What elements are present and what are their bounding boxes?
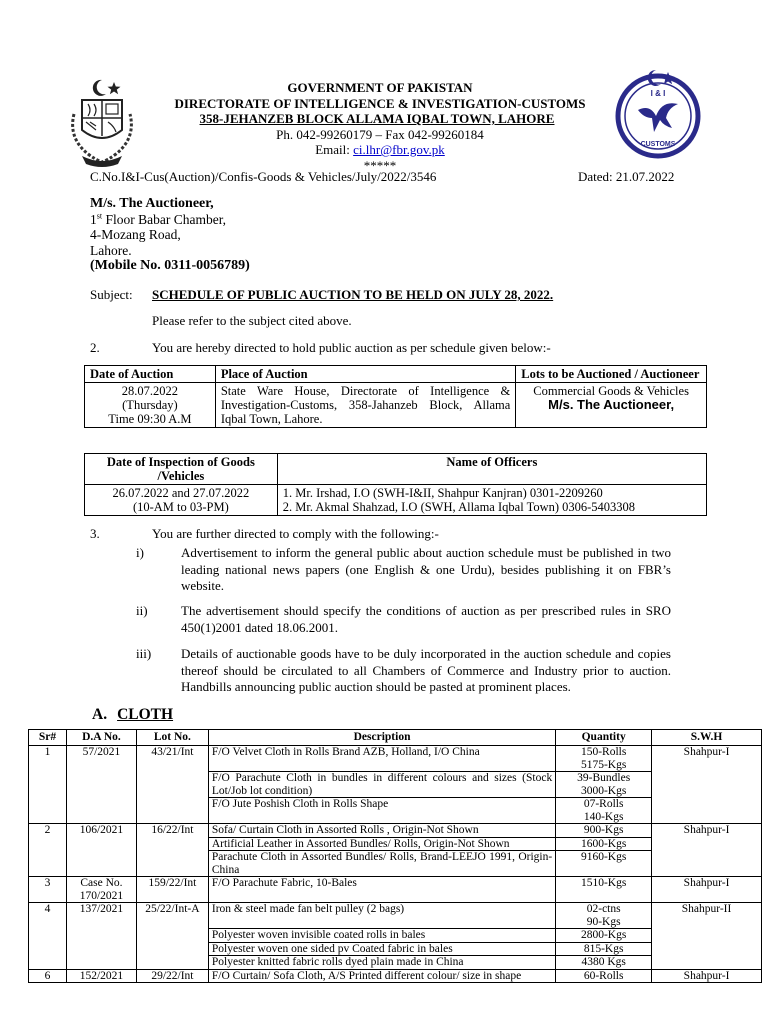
para2-text: You are hereby directed to hold public auction as per schedule given below:-	[152, 340, 551, 355]
auction-place: State Ware House, Directorate of Intelligence & Investigation-Customs, 358-Jahanzeb Block, Allama Iqbal Town, Lahore.	[215, 383, 515, 428]
lot-number: 29/22/Int	[136, 969, 208, 983]
seal-top-text: I & I	[650, 89, 666, 98]
officer-1: 1. Mr. Irshad, I.O (SWH-I&II, Shahpur Kanjran) 0301-2209260	[282, 486, 603, 500]
item-description: F/O Jute Poshish Cloth in Rolls Shape	[211, 798, 389, 810]
quantity-value: 4380 Kgs	[581, 956, 626, 968]
direction-number: ii)	[136, 603, 148, 618]
cloth-header-cell: Sr#	[29, 730, 67, 746]
lot-number: 159/22/Int	[136, 877, 208, 903]
auction-day: (Thursday)	[122, 398, 178, 412]
recipient-floor	[90, 212, 250, 228]
description-cell	[208, 877, 555, 903]
description-cell	[208, 903, 555, 970]
para3-number: 3.	[90, 526, 100, 541]
item-quantity	[556, 798, 651, 823]
item-quantity	[556, 929, 651, 943]
auction-lots: Commercial Goods & Vehicles	[533, 384, 689, 398]
item-description: Artificial Leather in Assorted Bundles/ Rolls, Origin-Not Shown	[209, 838, 555, 852]
inspection-dates: 26.07.2022 and 27.07.2022	[112, 486, 250, 500]
item-description: Polyester knitted fabric rolls dyed plain made in China	[211, 956, 464, 968]
quantity-value: 07-Rolls	[583, 798, 624, 810]
table-row	[29, 824, 762, 877]
section-a-heading	[92, 706, 173, 724]
description-cell	[208, 824, 555, 877]
item-quantity	[556, 943, 651, 957]
cloth-header-cell: D.A No.	[66, 730, 136, 746]
header-place-of-auction: Place of Auction	[215, 366, 515, 383]
quantity-value: 39-Bundles	[577, 772, 631, 784]
quantity-value: 02-ctns	[586, 903, 621, 915]
cloth-header-cell: S.W.H	[652, 730, 762, 746]
storage-warehouse: Shahpur-I	[652, 969, 762, 983]
quantity-value: 140-Kgs	[583, 810, 624, 823]
header-line-directorate: DIRECTORATE OF INTELLIGENCE & INVESTIGATION-CUSTOMS	[174, 95, 586, 111]
quantity-value: 5175-Kgs	[580, 758, 627, 771]
seal-bottom-text: CUSTOMS	[640, 141, 676, 148]
quantity-cell	[556, 969, 652, 983]
serial-number: 6	[29, 969, 67, 983]
storage-warehouse: Shahpur-I	[652, 824, 762, 877]
description-cell	[208, 969, 555, 983]
item-quantity	[556, 903, 651, 929]
header-lots-auctioned: Lots to be Auctioned / Auctioneer	[516, 366, 707, 383]
direction-number: iii)	[136, 646, 152, 661]
cloth-lots-table	[28, 729, 762, 983]
serial-number: 3	[29, 877, 67, 903]
storage-warehouse: Shahpur-I	[652, 746, 762, 824]
quantity-value: 1600-Kgs	[580, 837, 627, 850]
quantity-value: 815-Kgs	[583, 942, 624, 955]
auction-time: Time 09:30 A.M	[108, 412, 192, 426]
lot-number: 43/21/Int	[136, 746, 208, 824]
header-email-link[interactable]: ci.lhr@fbr.gov.pk	[353, 142, 445, 157]
quantity-value: 60-Rolls	[583, 969, 624, 982]
quantity-cell	[556, 824, 652, 877]
auction-date-cell	[85, 383, 216, 428]
para2-number: 2.	[90, 340, 100, 355]
auction-date: 28.07.2022	[121, 384, 179, 398]
item-description: Sofa/ Curtain Cloth in Assorted Rolls , Origin-Not Shown	[209, 824, 555, 838]
item-description: Iron & steel made fan belt pulley (2 bags)	[209, 903, 555, 929]
government-emblem-logo	[64, 74, 140, 170]
quantity-cell	[556, 877, 652, 903]
inspection-dates-cell	[85, 485, 278, 516]
da-number: 152/2021	[66, 969, 136, 983]
serial-number: 1	[29, 746, 67, 824]
item-quantity	[556, 956, 651, 969]
header-line-government: GOVERNMENT OF PAKISTAN	[287, 80, 473, 95]
item-description: F/O Parachute Cloth in bundles in different colours and sizes (Stock Lot/Job lot condition)	[209, 772, 555, 798]
cloth-table-header-row	[29, 730, 762, 746]
direction-text: Advertisement to inform the general public about auction schedule must be published in two leading national news papers (one English & one Urdu), besides publishing it on FBR’s website.	[181, 545, 671, 593]
recipient-city: Lahore.	[90, 242, 132, 258]
quantity-value: 2800-Kgs	[580, 929, 627, 941]
subject-label: Subject:	[90, 287, 133, 302]
item-description: F/O Velvet Cloth in Rolls Brand AZB, Holland, I/O China	[209, 746, 555, 772]
letterhead	[150, 80, 610, 173]
recipient-mobile: (Mobile No. 0311-0056789)	[90, 258, 250, 274]
inspection-hours: (10-AM to 03-PM)	[132, 500, 229, 514]
description-cell	[208, 746, 555, 824]
da-number: 137/2021	[66, 903, 136, 970]
quantity-value: 1510-Kgs	[580, 877, 627, 889]
quantity-value: 900-Kgs	[583, 824, 624, 836]
lot-number: 25/22/Int-A	[136, 903, 208, 970]
storage-warehouse: Shahpur-II	[652, 903, 762, 970]
quantity-cell	[556, 903, 652, 970]
header-name-of-officers: Name of Officers	[277, 454, 706, 485]
recipient-road: 4-Mozang Road,	[90, 227, 181, 243]
serial-number: 2	[29, 824, 67, 877]
item-quantity	[556, 838, 651, 852]
reference-number: C.No.I&I-Cus(Auction)/Confis-Goods & Vehicles/July/2022/3546	[90, 169, 437, 184]
header-line-address: 358-JEHANZEB BLOCK ALLAMA IQBAL TOWN, LAHORE	[199, 111, 555, 126]
table-row	[29, 746, 762, 824]
table-row	[29, 969, 762, 983]
recipient-address	[90, 196, 250, 274]
inspection-table	[84, 453, 707, 516]
letter-date: Dated: 21.07.2022	[578, 169, 675, 184]
subject-text: SCHEDULE OF PUBLIC AUCTION TO BE HELD ON JULY 28, 2022.	[152, 287, 554, 302]
section-a-number: A.	[92, 706, 108, 723]
da-number: 57/2021	[66, 746, 136, 824]
recipient-name: M/s. The Auctioneer,	[90, 196, 214, 211]
auction-lots-cell	[516, 383, 707, 428]
item-description: Parachute Cloth in Assorted Bundles/ Rolls, Brand-LEEJO 1991, Origin-China	[211, 851, 553, 876]
header-date-of-auction: Date of Auction	[85, 366, 216, 383]
auction-schedule-table	[84, 365, 707, 428]
header-phone: Ph. 042-99260179 – Fax 042-99260184	[276, 126, 484, 142]
officer-2: 2. Mr. Akmal Shahzad, I.O (SWH, Allama Iqbal Town) 0306-5403308	[282, 500, 636, 514]
quantity-value: 150-Rolls	[580, 746, 627, 758]
table-row	[29, 903, 762, 970]
item-quantity	[556, 772, 651, 798]
cloth-header-cell: Description	[208, 730, 555, 746]
cloth-header-cell: Lot No.	[136, 730, 208, 746]
item-description: Polyester woven one sided pv Coated fabric in bales	[209, 943, 555, 957]
section-a-title: CLOTH	[117, 706, 174, 723]
item-description: Polyester woven invisible coated rolls in bales	[209, 929, 555, 943]
item-quantity	[556, 851, 651, 876]
quantity-value: 9160-Kgs	[580, 851, 627, 863]
header-email-line	[150, 142, 610, 158]
refer-text: Please refer to the subject cited above.	[152, 313, 352, 328]
header-date-of-inspection: Date of Inspection of Goods /Vehicles	[85, 454, 278, 485]
header-stars: *****	[363, 157, 397, 173]
para3-text: You are further directed to comply with the following:-	[152, 526, 439, 541]
item-quantity	[556, 824, 651, 838]
item-quantity	[556, 877, 651, 890]
direction-text: The advertisement should specify the conditions of auction as per prescribed rules in SRO 450(1)2001 dated 18.06.2001.	[181, 603, 671, 635]
intelligence-customs-seal-logo	[610, 66, 706, 162]
item-quantity	[556, 746, 651, 772]
cloth-table-body	[29, 746, 762, 983]
quantity-value: 3000-Kgs	[580, 784, 627, 797]
header-email-label: Email:	[315, 142, 354, 157]
item-quantity	[556, 970, 651, 983]
item-description: F/O Curtain/ Sofa Cloth, A/S Printed different colour/ size in shape	[211, 969, 522, 982]
serial-number: 4	[29, 903, 67, 970]
floor-number: 1	[90, 211, 97, 227]
table-row	[29, 877, 762, 903]
lot-number: 16/22/Int	[136, 824, 208, 877]
floor-text: Floor Babar Chamber,	[102, 211, 227, 227]
da-number: Case No. 170/2021	[66, 877, 136, 903]
auction-auctioneer: M/s. The Auctioneer,	[548, 397, 675, 412]
storage-warehouse: Shahpur-I	[652, 877, 762, 903]
quantity-cell	[556, 746, 652, 824]
quantity-value: 90-Kgs	[586, 915, 621, 928]
da-number: 106/2021	[66, 824, 136, 877]
officers-cell	[277, 485, 706, 516]
item-description: F/O Parachute Fabric, 10-Bales	[211, 877, 357, 889]
direction-text: Details of auctionable goods have to be duly incorporated in the auction schedule and copies thereof should be circulated to all Chambers of Commerce and Industry prior to auction. Handbills announcing public auction should be pasted at prominent places.	[181, 646, 671, 694]
floor-suffix: st	[96, 211, 103, 221]
cloth-header-cell: Quantity	[556, 730, 652, 746]
direction-number: i)	[136, 545, 144, 560]
